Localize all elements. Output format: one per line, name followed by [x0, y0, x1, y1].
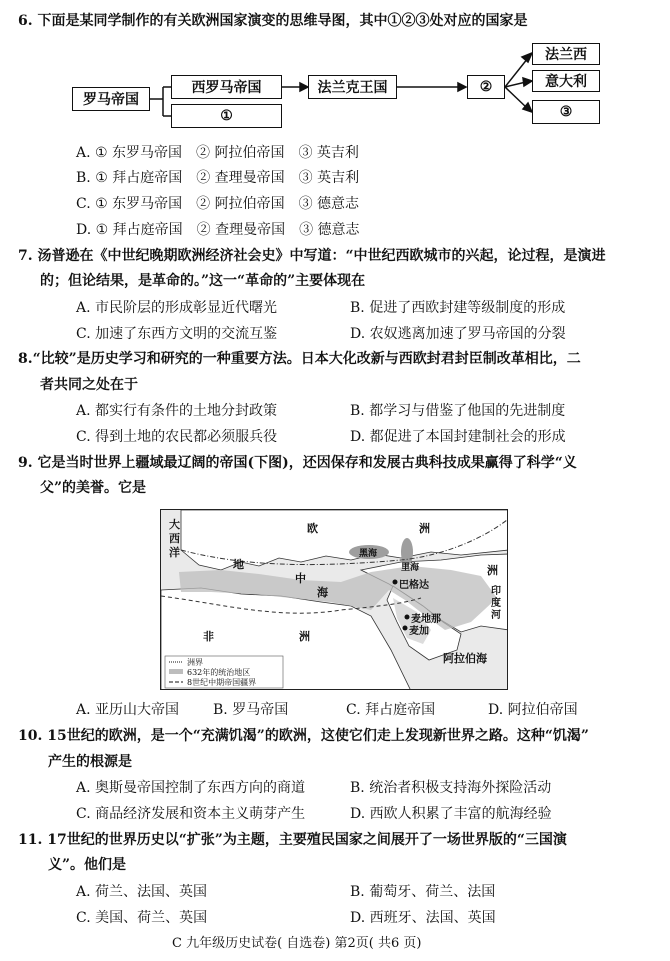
map-label-atlantic-1: 大: [169, 518, 180, 531]
q11-option-c[interactable]: C. 美国、荷兰、英国: [76, 910, 208, 926]
q10-option-c[interactable]: C. 商品经济发展和资本主义萌芽产生: [76, 806, 306, 822]
q9-option-d[interactable]: D. 阿拉伯帝国: [488, 702, 578, 718]
q10-option-d[interactable]: D. 西欧人积累了丰富的航海经验: [350, 806, 552, 822]
map-label-mecca: 麦加: [409, 626, 429, 637]
box-blank-1: ①: [171, 104, 282, 128]
map-label-baghdad: 巴格达: [399, 580, 429, 591]
q10-stem-line1: 10. 15世纪的欧洲，是一个“充满饥渴”的欧洲，这使它们走上发现新世界之路。这种“饥渴”: [18, 728, 589, 744]
q11-option-b[interactable]: B. 葡萄牙、荷兰、法国: [350, 884, 496, 900]
q8-option-d[interactable]: D. 都促进了本国封建制社会的形成: [350, 429, 566, 445]
q9-option-b[interactable]: B. 罗马帝国: [213, 702, 289, 718]
q7-stem-line1: 7. 汤普逊在《中世纪晚期欧洲经济社会史》中写道：“中世纪西欧城市的兴起，论过程，是演进: [18, 248, 606, 264]
q6-option-a[interactable]: A. ① 东罗马帝国 ② 阿拉伯帝国 ③ 英吉利: [76, 145, 359, 161]
map-label-africa-1: 非: [203, 630, 214, 643]
box-blank-3: ③: [532, 100, 600, 124]
box-roman-empire: 罗马帝国: [72, 87, 150, 111]
box-blank-2: ②: [467, 75, 505, 99]
map-label-indus-2: 度: [491, 598, 501, 609]
map-label-medit-1: 地: [233, 558, 244, 571]
q11-option-a[interactable]: A. 荷兰、法国、英国: [76, 884, 208, 900]
q11-option-d[interactable]: D. 西班牙、法国、英国: [350, 910, 496, 926]
map-label-indus-3: 河: [491, 610, 501, 621]
map-label-caspian: 里海: [401, 563, 420, 573]
q7-option-a[interactable]: A. 市民阶层的形成彰显近代曙光: [76, 300, 278, 316]
legend-continent-border: 洲界: [187, 658, 203, 667]
q7-stem-line2: 的；但论结果，是革命的。”这一“革命的”主要体现在: [40, 273, 366, 289]
q9-option-c[interactable]: C. 拜占庭帝国: [346, 702, 436, 718]
q8-option-c[interactable]: C. 得到土地的农民都必须服兵役: [76, 429, 278, 445]
arab-empire-map: [160, 509, 508, 690]
map-label-atlantic-2: 西: [169, 532, 180, 545]
q7-option-d[interactable]: D. 农奴逃离加速了罗马帝国的分裂: [350, 326, 566, 342]
box-italy: 意大利: [532, 70, 600, 92]
map-label-atlantic-3: 洋: [169, 546, 180, 559]
map-label-europe-1: 欧: [307, 522, 318, 535]
map-label-medit-2: 中: [295, 572, 306, 585]
q9-stem-line2: 父”的美誉。它是: [40, 480, 147, 496]
q9-option-a[interactable]: A. 亚历山大帝国: [76, 702, 180, 718]
box-frankish-kingdom: 法兰克王国: [308, 75, 397, 99]
legend-territory-632: 632年的统治地区: [187, 668, 251, 677]
q6-stem: 6. 下面是某同学制作的有关欧洲国家演变的思维导图，其中①②③处对应的国家是: [18, 13, 528, 29]
map-label-indus-1: 印: [491, 586, 501, 597]
page-footer: C 九年级历史试卷( 自选卷) 第2页( 共6 页): [172, 936, 422, 951]
q11-stem-line2: 义”。他们是: [48, 857, 127, 873]
map-label-medit-3: 海: [317, 586, 328, 599]
map-label-africa-2: 洲: [299, 630, 310, 643]
map-label-medina: 麦地那: [411, 614, 441, 625]
q8-option-a[interactable]: A. 都实行有条件的土地分封政策: [76, 403, 278, 419]
map-label-europe-2: 洲: [419, 522, 430, 535]
q7-option-c[interactable]: C. 加速了东西方文明的交流互鉴: [76, 326, 278, 342]
q8-stem-line2: 者共同之处在于: [40, 377, 138, 393]
q6-option-c[interactable]: C. ① 东罗马帝国 ② 阿拉伯帝国 ③ 德意志: [76, 196, 360, 212]
q6-option-d[interactable]: D. ① 拜占庭帝国 ② 查理曼帝国 ③ 德意志: [76, 222, 360, 238]
box-france: 法兰西: [532, 43, 600, 65]
map-label-arabian-sea: 阿拉伯海: [443, 652, 487, 665]
map-label-asia: 洲: [487, 564, 498, 577]
q9-stem-line1: 9. 它是当时世界上疆域最辽阔的帝国(下图)，还因保存和发展古典科技成果赢得了科学“义: [18, 455, 577, 471]
box-western-roman-empire: 西罗马帝国: [171, 75, 282, 99]
q10-option-a[interactable]: A. 奥斯曼帝国控制了东西方向的商道: [76, 780, 306, 796]
legend-empire-border: 8世纪中期帝国疆界: [187, 678, 257, 687]
q8-stem-line1: 8.“比较”是历史学习和研究的一种重要方法。日本大化改新与西欧封君封臣制改革相比，二: [18, 351, 581, 367]
q10-option-b[interactable]: B. 统治者积极支持海外探险活动: [350, 780, 552, 796]
q11-stem-line1: 11. 17世纪的世界历史以“扩张”为主题，主要殖民国家之间展开了一场世界版的“三国演: [18, 832, 567, 848]
q8-option-b[interactable]: B. 都学习与借鉴了他国的先进制度: [350, 403, 566, 419]
q7-option-b[interactable]: B. 促进了西欧封建等级制度的形成: [350, 300, 566, 316]
q6-option-b[interactable]: B. ① 拜占庭帝国 ② 查理曼帝国 ③ 英吉利: [76, 170, 360, 186]
map-label-black-sea: 黑海: [359, 549, 378, 559]
q10-stem-line2: 产生的根源是: [48, 754, 132, 770]
